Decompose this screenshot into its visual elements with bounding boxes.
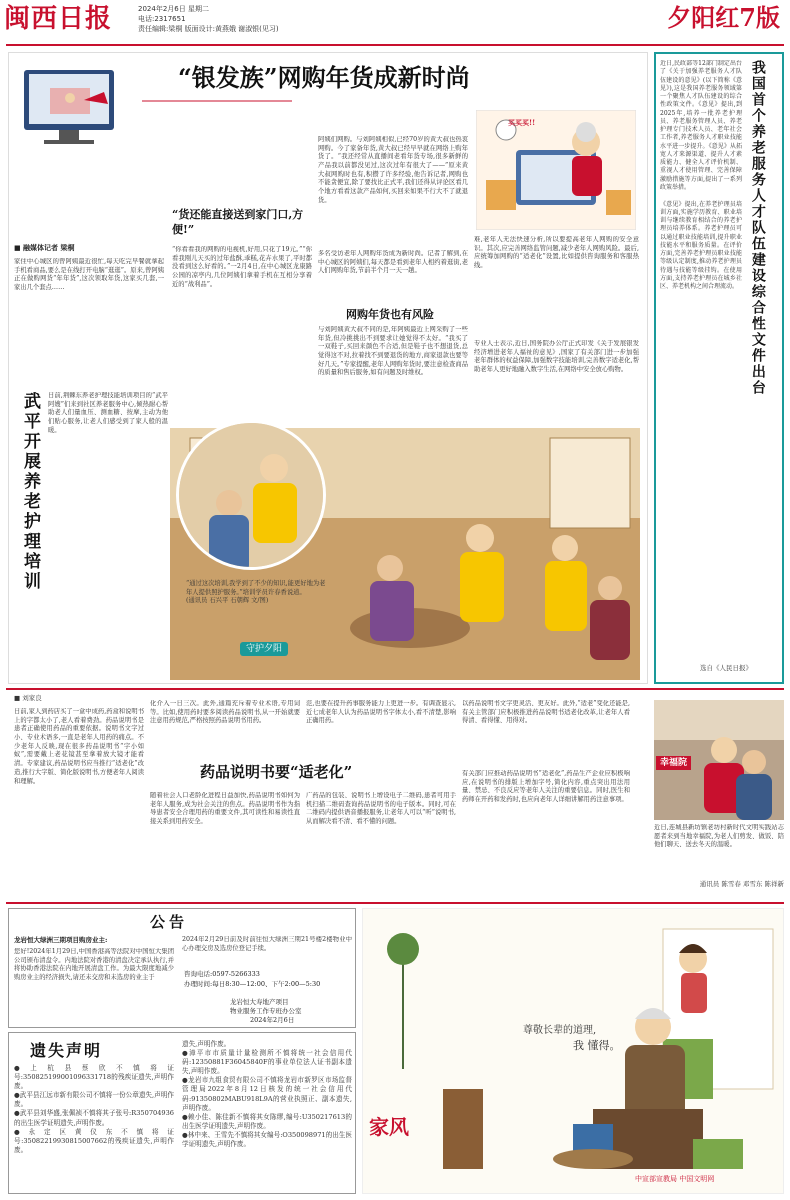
lead-intro: 家住中心城区的曾阿姨最近很忙,每天吃完早餐就拿起手机看商品,要么是在线打开电脑“逛逛”。原来,曾阿姨正在做购网货“年年货”,这次领取年货,这家买几套,一家出几个套点…… <box>14 258 164 292</box>
medicine-col-3: 范,也要在提升药事服务能力上更进一步。有调查显示,近七成老年人认为药品说明书字体太小,看不清楚,影响正确用药。 <box>306 700 456 725</box>
section-tag: 守护夕阳 <box>240 642 288 656</box>
notice-recipient: 龙岩恒大绿洲三期项目购房业主: <box>14 936 108 944</box>
lost-title: 遗失声明 <box>30 1041 103 1060</box>
cartoon-slogan-1: 尊敬长辈的道理, <box>523 1025 597 1036</box>
notice-body-2: 2024年2月29日前及时前往恒大绿洲三期21号楼2楼物业中心办理交房及选房位登记手续。 <box>182 936 352 952</box>
notice-signer-2: 物业服务工作专班办公室 <box>230 1007 302 1015</box>
photo-caption <box>186 580 326 640</box>
section-divider <box>6 688 784 690</box>
photo-caption-text: “通过这次培训,我学到了不少的知识,能更好地为老年人提供照护服务。”培训学员许春香说道。 <box>186 580 326 596</box>
inset-photo <box>176 420 326 570</box>
cartoon-brand: 家风 <box>369 1115 409 1139</box>
medicine-col-6: 广药品的包装、说明书上增设电子二维码,患者可用手机扫描二维码查询药品说明书的电子版本。同时,可在二维码内提供语音播报服务,让老年人可以“听”说明书,从而解决看不清、看不懂的问题。 <box>306 792 456 826</box>
notice-hours: 办理时间:每日8:30—12:00、下午2:00—5:30 <box>184 980 321 988</box>
lead-byline: ■ 融媒体记者 梁桐 <box>14 244 75 252</box>
lead-subhead-1: “货还能直接送到家门口,方便!” <box>172 208 304 236</box>
online-shopping-illustration <box>14 60 134 160</box>
sidebar-text: 近日,民政部等12部门制定出台了《关于加强养老服务人才队伍建设的意见》(以下简称《意见》),这是我国养老服务领域第一个聚焦人才队伍建设的综合性政策文件。《意见》提出,到2025年,培养一批养老护理员、养老服务管理人员、养老护理专门技术人员、老年社会工作者,养老服务人才职业技能水平进一步提升。《意见》从拓宽人才来源渠道、提升人才素质能力、健全人才评价机制、重视人才使用管理、完善保障激励措施等方面,提出了一系列政策举措。 《意见》提出,在养老护理员培训方面,实施学历教育、职业培训与继续教育相结合的养老护理员培养体系。养老护理员可以通过职业技能培训,提升职业技能水平和服务质量。在评价方面,完善养老护理员职业技能等级认定制度,推动养老护理员待遇与技能等级挂钩。在使用方面,支持养老护理员在城乡社区、养老机构之间合理流动。 <box>660 60 742 291</box>
lead-col-3b: 多名受访老年人网购年货成为新时尚。记者了解到,在中心城区的阿姨们,每天都是看到老年人相约着逛街,老人们网购年货,节前半个月一天一趟。 <box>318 250 468 275</box>
issue-phone: 电话:2317651 <box>138 15 186 24</box>
wuping-title: 武平开展养老护理培训 <box>19 392 40 592</box>
section-name: 夕阳红7版 <box>667 3 780 32</box>
notice-title: 公告 <box>150 913 189 931</box>
lost-list-1: ●上杭县蔡欣不慎将证号:350825199001096331718的残疾证遗失,声明作废。 ●武平县江远市新有限公司不慎将一份公章遗失,声明作废。 ●武平县刘华盛,张佩祯不慎将其子张号:R350704936的出生医学证明遗失,声明作废。 ●永定区黄仪东不慎将证号:35082219930815007662的残疾证遗失,声明作废。 <box>14 1064 174 1154</box>
lead-col-2: “你看看我的网购的电视机,好用,只花了19元。”“你看我刚儿天买的过年盐酥,乖糕,花卉水果了,平时都没看到这么好看的。”一2月4日,在中心城区龙康路公园的凉亭内,几位阿姨们拿着手机在互相分享着近的“战利品”。 <box>172 246 312 288</box>
newspaper-logo: 闽西日报 <box>4 4 113 34</box>
xingfu-label: 幸福院 <box>656 756 691 770</box>
xingfu-credit: 通讯员 陈雪春 邓雪东 陈祥新 <box>699 880 784 888</box>
lost-list-2: 遗失,声明作废。 ●漳平市市质量计量检测所不慎将统一社会信用代码:12350881F36045840F的事业单位法人证书副本遗失,声明作废。 ●龙岩市九组食贸有限公司不慎将龙岩市新罗区市场监督管理局2022年8月12日核发的统一社会信用代码:91350802MABU918L9A的营业执照正、副本遗失,声明作废。 ●赖小佳、陈佳新不慎将其女陈缪,编号:U350217613的出生医学证明遗失,声明作废。 ●林中来、王雪先不慎将其女编号:O350098971的出生医学证明遗失,声明作废。 <box>182 1040 352 1149</box>
cartoon-speech: 买买买!! <box>508 118 536 127</box>
medicine-title: 药品说明书要“适老化” <box>200 763 353 781</box>
lead-col-5: 难,老年人无法快速分析,所以要提高老年人网购的安全意识。其次,应完善网络监管问题,减少老年人网购风险。最后,应统筹加网购的“适老化”设置,比如提供咨询服务和客服热线。 <box>474 236 639 270</box>
medicine-col-5: 随着社会人口老龄化进程日益加快,药品说明书如何为老年人服务,成为社会关注的焦点。药品说明书作为指导患者安全合理用药的重要文件,其可读性和易读性直接关系到用药安全。 <box>150 792 300 826</box>
photo-caption-credit: (通讯员 石兴平 石朝辉 文/图) <box>186 597 269 604</box>
bottom-divider <box>6 902 784 904</box>
wuping-text: 日前,荆棘东养老护理技能培训项目的“武平阿嫂”们来到社区养老服务中心,倾热耐心帮助老人们量血压、测血糖、按摩,主动为他们贴心服务,让老人们感受到了家人般的温暖。 <box>48 392 168 434</box>
lead-col-6: 专业人士表示,近日,国务院办公厅正式印发《关于发展银发经济增进老年人福祉的意见》,国家了有关部门进一步加强老年群体的权益保障,加强数字技能培训,完善数字适老化,帮助老年人更好地融入数字生活,在网络中安全放心购物。 <box>474 340 639 374</box>
issue-date: 2024年2月6日 星期二 <box>138 5 209 13</box>
lead-subhead-2: 网购年货也有风险 <box>346 308 434 321</box>
issue-editors: 责任编辑:梁桐 版面设计:黄燕娥 谢淑银(见习) <box>138 25 279 34</box>
notice-date: 2024年2月6日 <box>250 1016 295 1024</box>
cartoon-box <box>362 908 784 1194</box>
cartoon-slogan-2: 我 懂得。 <box>573 1039 621 1052</box>
notice-phone: 咨询电话:0597-5266333 <box>184 970 260 978</box>
cartoon-footer: 中宣部宣教局 中国文明网 <box>635 1175 715 1183</box>
notice-signer: 龙岩恒大寿地产项目 <box>230 998 289 1006</box>
lead-title: “银发族”网购年货成新时尚 <box>178 63 470 92</box>
medicine-col-7: 有关部门应推动药品说明书“适老化”,药品生产企业应积极响应,在说明书的排版上增加字号,简化内容,重点突出用法用量、禁忌、不良反应等老年人关注的重要信息。同时,医生和药师在开药和发药时,也应向老年人详细讲解用药注意事项。 <box>462 770 630 804</box>
xingfu-caption: 近日,连城县新坊镇老坊村新时代文明实践站志愿者来到当地幸福院,为老人们剪发、做饭、陪他们聊天、送去冬天的温暖。 <box>654 824 784 849</box>
sidebar-title: 我国首个养老服务人才队伍建设综合性文件出台 <box>749 60 766 396</box>
medicine-byline: ■ 刘家良 <box>14 694 42 702</box>
notice-body: 您好!2024年1月29日,中国香港高等法院对中国恒大集团公司颁布清盘令。内地法院对香港的清盘决定承认执行,并将协助香港法院在内地开展清盘工作。为最大限度地减少购房业主的经济损失,请还未交房和未选房的业主于 <box>14 948 174 982</box>
medicine-col-2: 化介入一日三次。此外,通篇充斥着专业术语,专用词等。比如,使用药时要多阅读药品说明书,从一开始就要注意用药规范,严格按照药品说明书用药。 <box>150 700 300 725</box>
issue-info <box>138 4 279 34</box>
medicine-col-4: 以药品说明书文字更灵活、更友好。此外,“适老”变化还能是,有关主管部门应积极推进药品说明书适老化改革,让老年人看得清、看得懂、用得对。 <box>462 700 630 725</box>
medicine-col-1: 日前,家人到药店买了一盒中成药,药盒和说明书上的字都太小了,老人看着费劲。药品说明书是患者正确使用药品的重要依据。说明书文字过小、专业术语多,一直是老年人用药的痛点。不少老年人反映,现在很多药品说明书“字小如蚁”,需要戴上老花镜甚至拿着放大镜才能看清。专家建议,药品说明书应当推行“适老化”改造,推行大字版、简化版说明书,方便老年人阅读和理解。 <box>14 708 144 785</box>
inset-photo-art <box>179 423 326 570</box>
grandmother-cartoon <box>476 110 636 230</box>
title-underline-decoration <box>142 96 292 106</box>
sidebar-source: 选自《人民日报》 <box>700 664 752 672</box>
lead-col-4: 与刘阿姨黄大叔不同的是,年阿姨最近上网采购了一些年货,但冷挑挑出不到要求让她觉得不太好。“我买了一双鞋子,买回来颜色不合适,但是鞋子也不想退货,总觉得这不对,拉着找不到要退货的地方,商家退款也要等好几天。”专家提醒,老年人网购年货时,要注意检查商品的质量和售后服务,如有问题及时维权。 <box>318 326 468 377</box>
lead-col-3: 阿姨们网购。与刘阿姨相似,已经70岁的黄大叔也热衷网购。今了家备年货,黄大叔已经早早就在网络上购年货了。“我还经常从直播间老看年货专场,很多新鲜的产品我以前都没见过,这次过年有很大了——”原来黄大叔网购时也有,积攒了许多经验,他告诉记者,网购也不能贪便宜,除了要找比正式平,我们还得从评论区看几个地方看看这款产品如何,买回来如果不行大不了就退货。 <box>318 136 468 204</box>
